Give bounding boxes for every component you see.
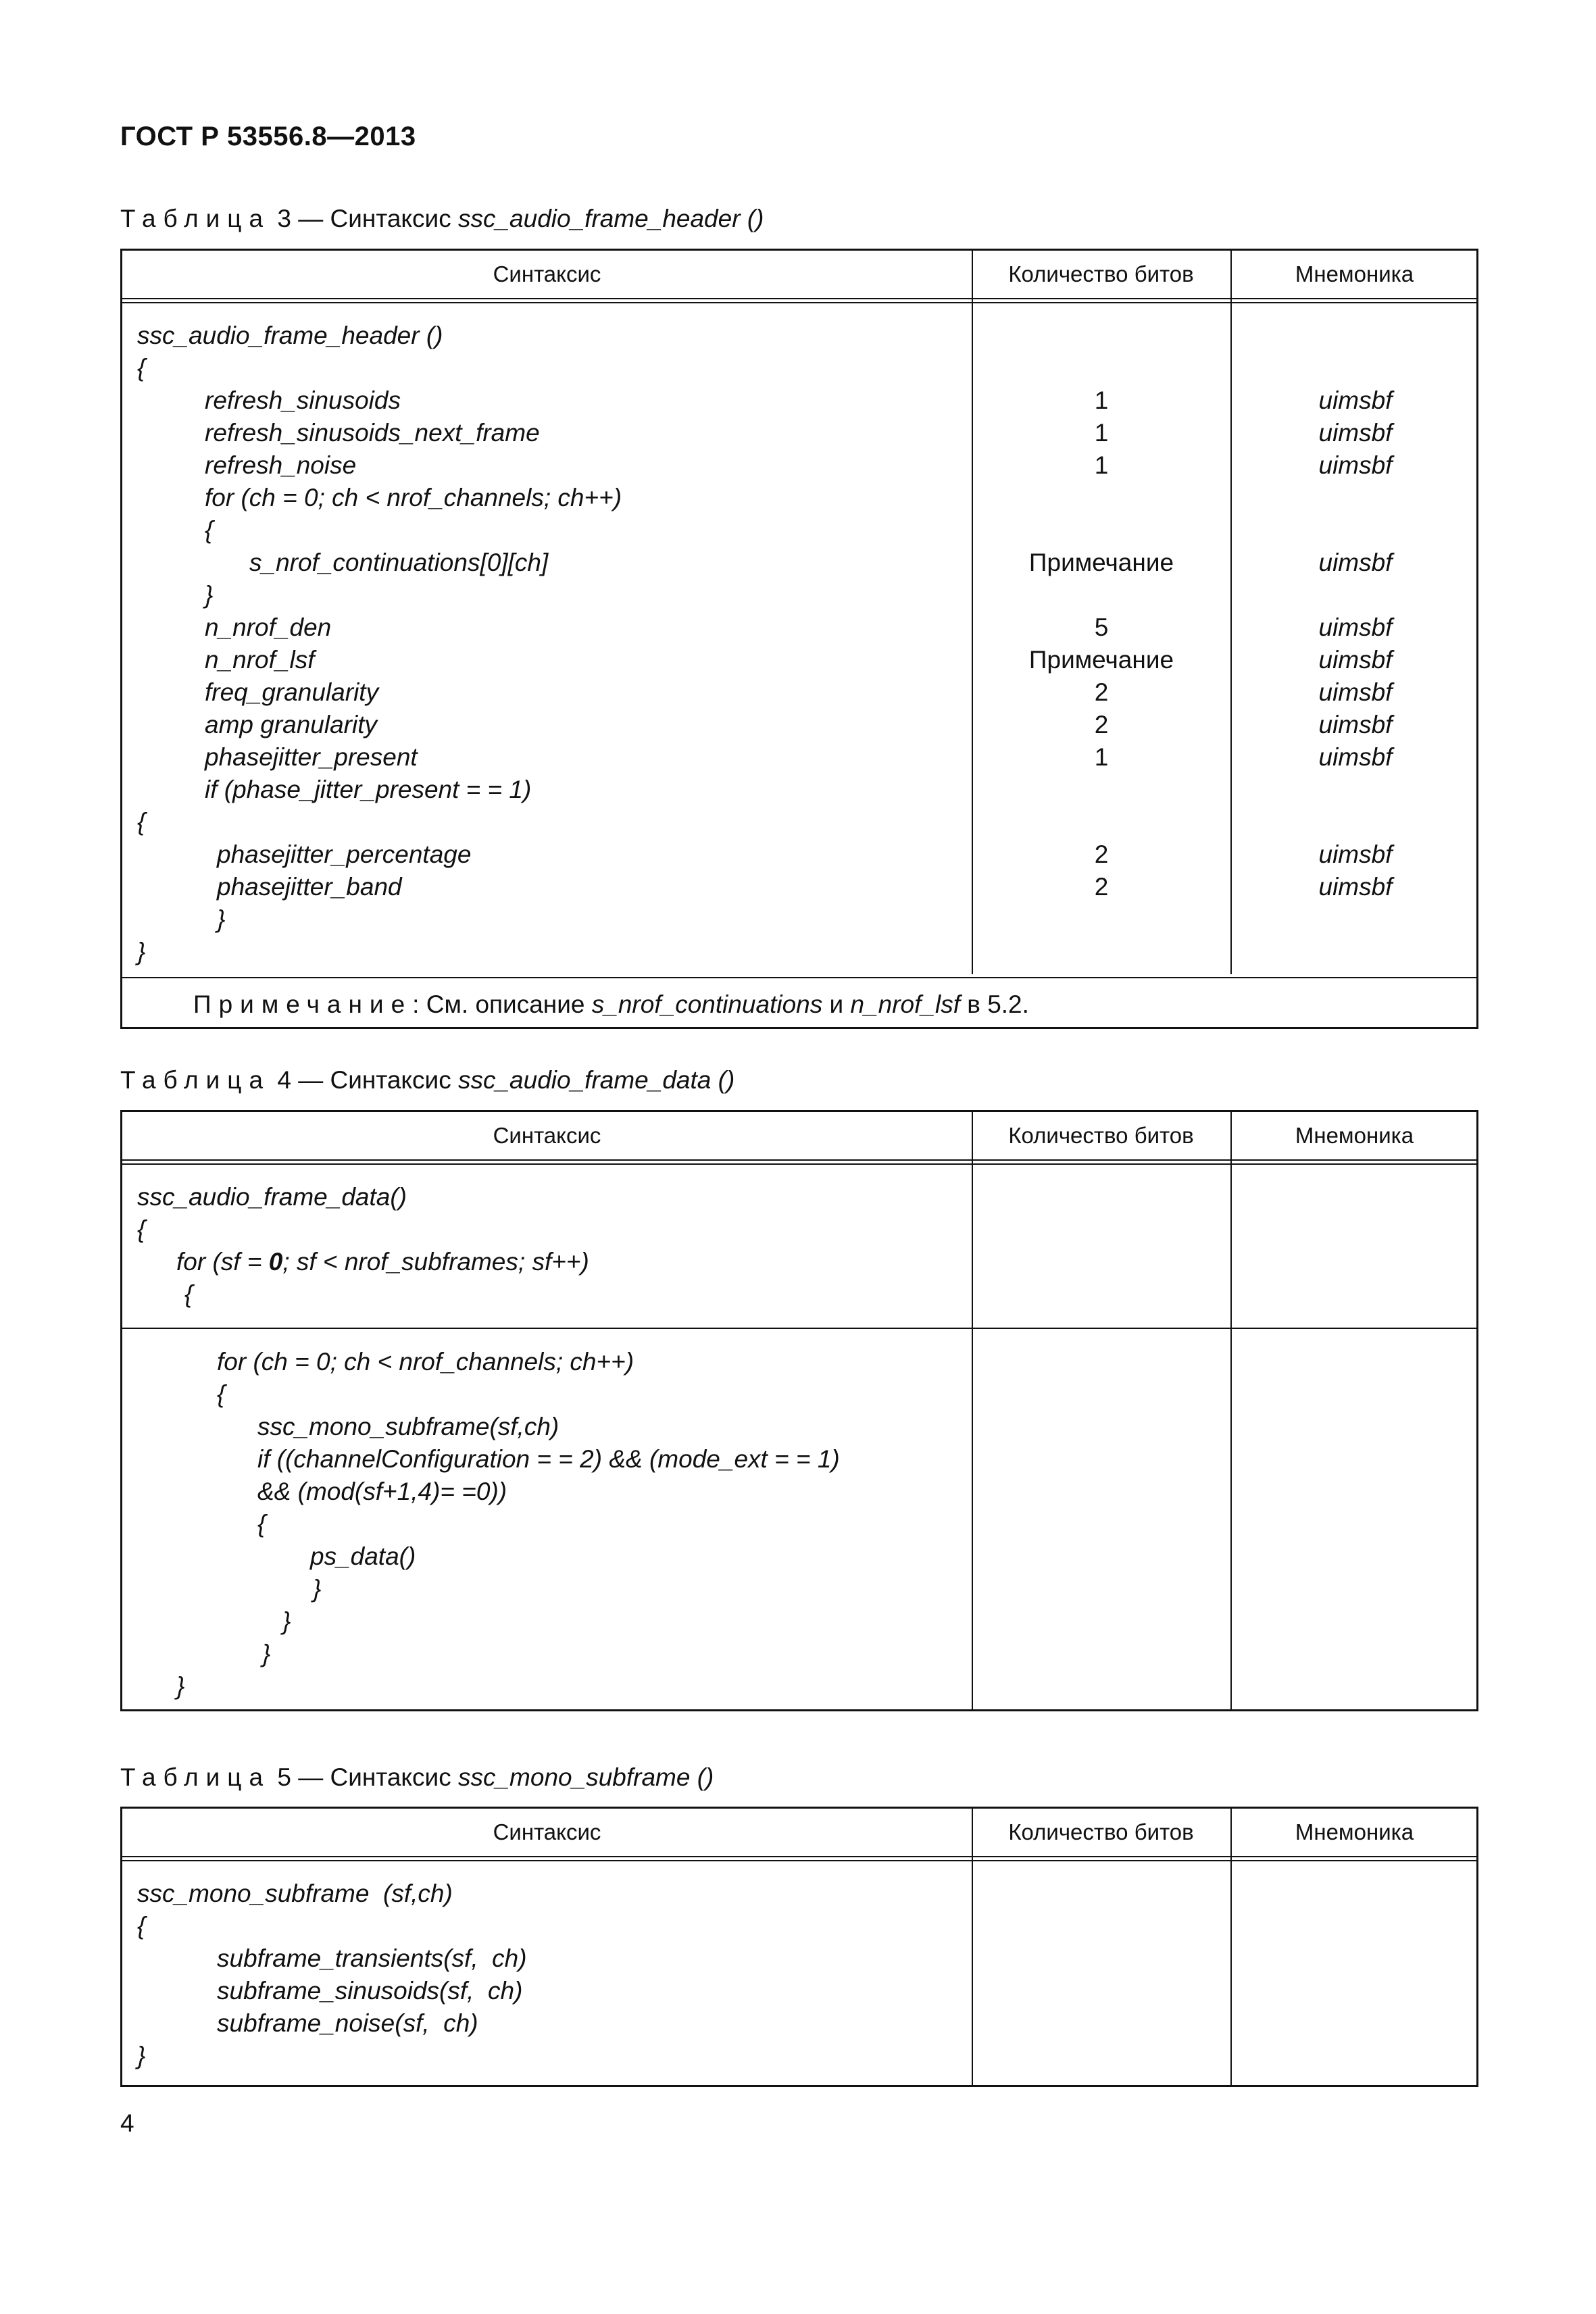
page-number: 4 [120, 2109, 134, 2137]
syntax-line: if (phase_jitter_present = = 1) [205, 776, 532, 803]
syntax-line: phasejitter_percentage [217, 840, 472, 868]
note-term: n_nrof_lsf [850, 990, 960, 1018]
syntax-line: if ((channelConfiguration = = 2) && (mode_ext = = 1) [257, 1445, 840, 1473]
table3-header-row [122, 251, 1476, 298]
bits-value: 2 [1094, 711, 1109, 738]
mnemonic-value: uimsbf [1318, 678, 1393, 706]
table4 [120, 1110, 1478, 1711]
header-syntax: Синтаксис [493, 1819, 601, 1844]
header-bits: Количество битов [1008, 261, 1194, 286]
caption-number: 3 — Синтаксис [270, 205, 458, 232]
note-text: и [822, 990, 851, 1018]
syntax-line: { [257, 1510, 266, 1538]
syntax-line: subframe_transients(sf, ch) [217, 1944, 527, 1972]
syntax-line: subframe_sinusoids(sf, ch) [217, 1977, 523, 2005]
table3-caption [120, 205, 764, 233]
caption-label: Таблица [120, 205, 271, 232]
header-syntax: Синтаксис [493, 261, 601, 286]
bits-value: 1 [1094, 419, 1109, 447]
table5-header-row [122, 1809, 1476, 1856]
syntax-line: ssc_audio_frame_data() [137, 1183, 407, 1211]
syntax-line: { [137, 354, 146, 382]
caption-label: Таблица [120, 1763, 271, 1791]
mnemonic-value: uimsbf [1318, 549, 1393, 576]
syntax-line: && (mod(sf+1,4)= =0)) [257, 1478, 507, 1505]
column-divider [972, 1112, 973, 1709]
header-mnemonic: Мнемоника [1295, 261, 1414, 286]
syntax-line: { [137, 1215, 146, 1243]
syntax-line: { [217, 1380, 226, 1408]
note-text: : См. описание [412, 990, 592, 1018]
document-code: ГОСТ Р 53556.8—2013 [120, 122, 416, 151]
header-syntax: Синтаксис [493, 1123, 601, 1148]
syntax-line: } [282, 1607, 291, 1635]
table3 [120, 249, 1478, 1029]
syntax-line: phasejitter_band [217, 873, 402, 901]
bits-value: Примечание [1028, 646, 1174, 674]
syntax-line: n_nrof_lsf [205, 646, 315, 674]
syntax-line: { [137, 808, 146, 836]
syntax-line: } [176, 1672, 185, 1700]
syntax-line: refresh_sinusoids_next_frame [205, 419, 540, 447]
mnemonic-value: uimsbf [1318, 613, 1393, 641]
bits-value: 2 [1094, 840, 1109, 868]
syntax-line: } [137, 2042, 146, 2069]
syntax-line: ssc_mono_subframe (sf,ch) [137, 1880, 453, 1907]
caption-number: 5 — Синтаксис [270, 1763, 458, 1791]
header-mnemonic: Мнемоника [1295, 1819, 1414, 1844]
bits-value: 1 [1094, 386, 1109, 414]
syntax-line: } [262, 1640, 271, 1667]
header-bits: Количество битов [1008, 1123, 1194, 1148]
table3-note [193, 992, 1029, 1017]
caption-label: Таблица [120, 1066, 271, 1094]
syntax-line: } [137, 938, 146, 965]
caption-title: ssc_audio_frame_header () [457, 205, 764, 232]
syntax-line: phasejitter_present [205, 743, 418, 771]
syntax-line: ssc_mono_subframe(sf,ch) [257, 1413, 559, 1440]
caption-title: ssc_mono_subframe () [457, 1763, 714, 1791]
caption-title: ssc_audio_frame_data () [457, 1066, 735, 1094]
header-divider [122, 1159, 1476, 1165]
syntax-line: } [217, 905, 226, 933]
syntax-line: amp granularity [205, 711, 378, 738]
bits-value: 2 [1094, 873, 1109, 901]
mnemonic-value: uimsbf [1318, 451, 1393, 479]
section-divider [122, 1328, 1476, 1329]
syntax-line: refresh_noise [205, 451, 357, 479]
syntax-line: ps_data() [310, 1542, 416, 1570]
syntax-line: } [313, 1575, 322, 1603]
header-divider [122, 298, 1476, 303]
note-text: в 5.2. [959, 990, 1029, 1018]
header-mnemonic: Мнемоника [1295, 1123, 1414, 1148]
syntax-fragment-bold: 0 [268, 1248, 283, 1276]
syntax-line: ssc_audio_frame_header () [137, 322, 443, 349]
syntax-line: { [205, 516, 214, 544]
bits-value: Примечание [1028, 549, 1174, 576]
table5 [120, 1807, 1478, 2087]
mnemonic-value: uimsbf [1318, 646, 1393, 674]
syntax-fragment: ; sf < nrof_subframes; sf++) [282, 1248, 589, 1276]
syntax-line: s_nrof_continuations[0][ch] [249, 549, 549, 576]
syntax-line: for (ch = 0; ch < nrof_channels; ch++) [217, 1348, 634, 1376]
mnemonic-value: uimsbf [1318, 711, 1393, 738]
note-divider [122, 977, 1476, 978]
syntax-line: { [137, 1912, 146, 1940]
bits-value: 1 [1094, 451, 1109, 479]
mnemonic-value: uimsbf [1318, 386, 1393, 414]
bits-value: 5 [1094, 613, 1109, 641]
syntax-line: { [184, 1280, 193, 1308]
mnemonic-value: uimsbf [1318, 743, 1393, 771]
syntax-line: subframe_noise(sf, ch) [217, 2009, 478, 2037]
mnemonic-value: uimsbf [1318, 873, 1393, 901]
syntax-line [176, 1249, 589, 1274]
mnemonic-value: uimsbf [1318, 419, 1393, 447]
note-label: Примечание [193, 990, 413, 1018]
column-divider [1230, 1112, 1232, 1709]
mnemonic-value: uimsbf [1318, 840, 1393, 868]
header-bits: Количество битов [1008, 1819, 1194, 1844]
bits-value: 2 [1094, 678, 1109, 706]
syntax-fragment: for (sf = [176, 1248, 269, 1276]
syntax-line: n_nrof_den [205, 613, 332, 641]
bits-value: 1 [1094, 743, 1109, 771]
header-divider [122, 1856, 1476, 1861]
syntax-line: for (ch = 0; ch < nrof_channels; ch++) [205, 484, 622, 511]
syntax-line: refresh_sinusoids [205, 386, 401, 414]
note-term: s_nrof_continuations [591, 990, 823, 1018]
table4-caption [120, 1066, 734, 1095]
table4-header-row [122, 1112, 1476, 1159]
syntax-line: freq_granularity [205, 678, 379, 706]
caption-number: 4 — Синтаксис [270, 1066, 458, 1094]
table5-caption [120, 1763, 714, 1792]
syntax-line: } [205, 581, 214, 609]
